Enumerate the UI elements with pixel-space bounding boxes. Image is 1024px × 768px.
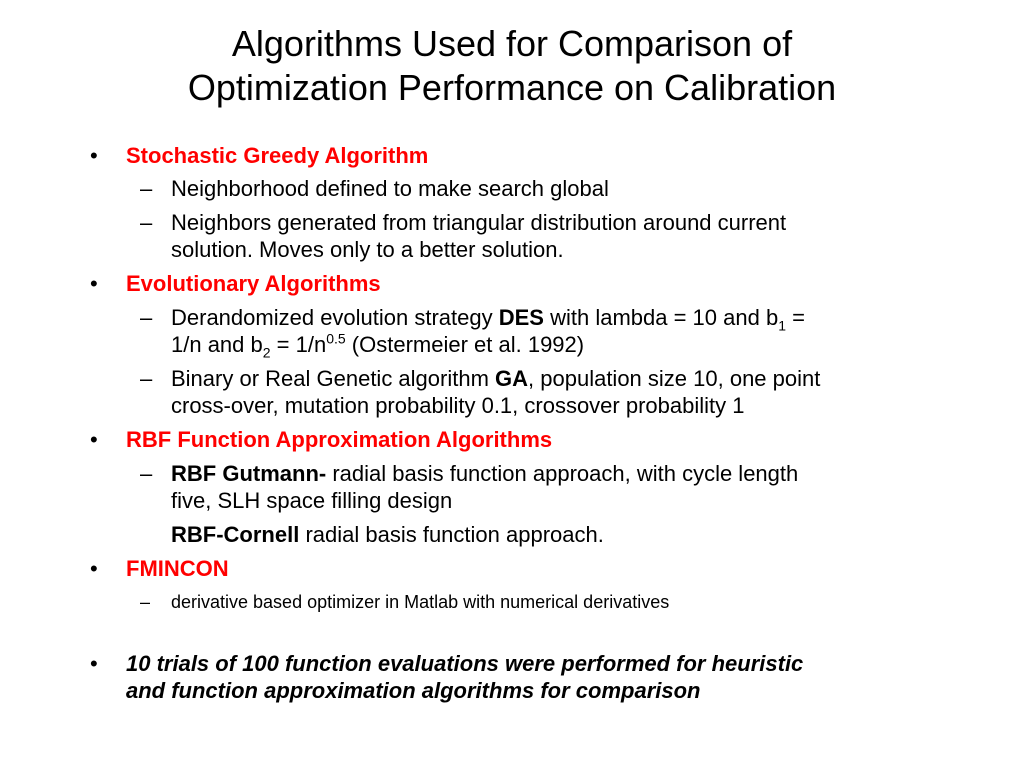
gutmann-label: RBF Gutmann-: [171, 461, 327, 486]
bullet-icon: •: [90, 556, 98, 581]
heading-stochastic-greedy: Stochastic Greedy Algorithm: [126, 143, 429, 168]
des2-text-mid: = 1/n: [270, 332, 327, 357]
bullet-icon: •: [90, 143, 98, 168]
dash-icon: –: [140, 210, 153, 235]
des-text-end: =: [786, 305, 805, 330]
gutmann-text: radial basis function approach, with cycle length: [326, 461, 799, 486]
heading-rbf: RBF Function Approximation Algorithms: [126, 427, 553, 452]
trials-line-1: 10 trials of 100 function evaluations were performed for heuristic: [126, 651, 804, 676]
ga-label: GA: [495, 366, 529, 391]
ga-text-end: , population size 10, one point: [528, 366, 821, 391]
dash-icon: –: [140, 461, 153, 486]
trials-line-2: and function approximation algorithms for comparison: [126, 678, 701, 703]
des2-text-end: (Ostermeier et al. 1992): [345, 332, 585, 357]
sga-item-neighbors-line2: solution. Moves only to a better solution.: [171, 237, 564, 262]
ga-text-pre: Binary or Real Genetic algorithm: [171, 366, 496, 391]
des-text-pre: Derandomized evolution strategy: [171, 305, 499, 330]
sga-item-neighbors-line1: Neighbors generated from triangular distribution around current: [171, 210, 787, 235]
title-line-2: Optimization Performance on Calibration: [187, 67, 837, 108]
cornell-text: radial basis function approach.: [299, 522, 604, 547]
ea-item-ga-line1: [171, 365, 820, 393]
rbf-item-gutmann-line1: [171, 460, 798, 488]
ea-item-des-line1: [171, 304, 805, 332]
fmincon-item: derivative based optimizer in Matlab with numerical derivatives: [171, 592, 670, 612]
cornell-label: RBF-Cornell: [171, 522, 300, 547]
rbf-item-gutmann-line2: five, SLH space filling design: [171, 488, 453, 513]
sga-item-neighborhood: Neighborhood defined to make search global: [171, 176, 609, 201]
bullet-icon: •: [90, 651, 98, 676]
dash-icon: –: [140, 366, 153, 391]
heading-evolutionary: Evolutionary Algorithms: [126, 271, 381, 296]
ea-item-des-line2: [171, 331, 584, 359]
des2-text-pre: 1/n and b: [171, 332, 263, 357]
dash-icon: –: [140, 176, 153, 201]
dash-icon: –: [140, 592, 151, 612]
rbf-item-cornell: [171, 521, 604, 549]
des-label: DES: [498, 305, 544, 330]
des2-subscript: 2: [262, 344, 271, 361]
des2-superscript: 0.5: [326, 330, 346, 347]
heading-fmincon: FMINCON: [126, 556, 229, 581]
title-line-1: Algorithms Used for Comparison of: [231, 23, 793, 64]
des-subscript-1: 1: [778, 317, 786, 334]
bullet-icon: •: [90, 427, 98, 452]
des-text-mid: with lambda = 10 and b: [543, 305, 779, 330]
dash-icon: –: [140, 305, 153, 330]
bullet-icon: •: [90, 271, 98, 296]
ea-item-ga-line2: cross-over, mutation probability 0.1, crossover probability 1: [171, 393, 745, 418]
